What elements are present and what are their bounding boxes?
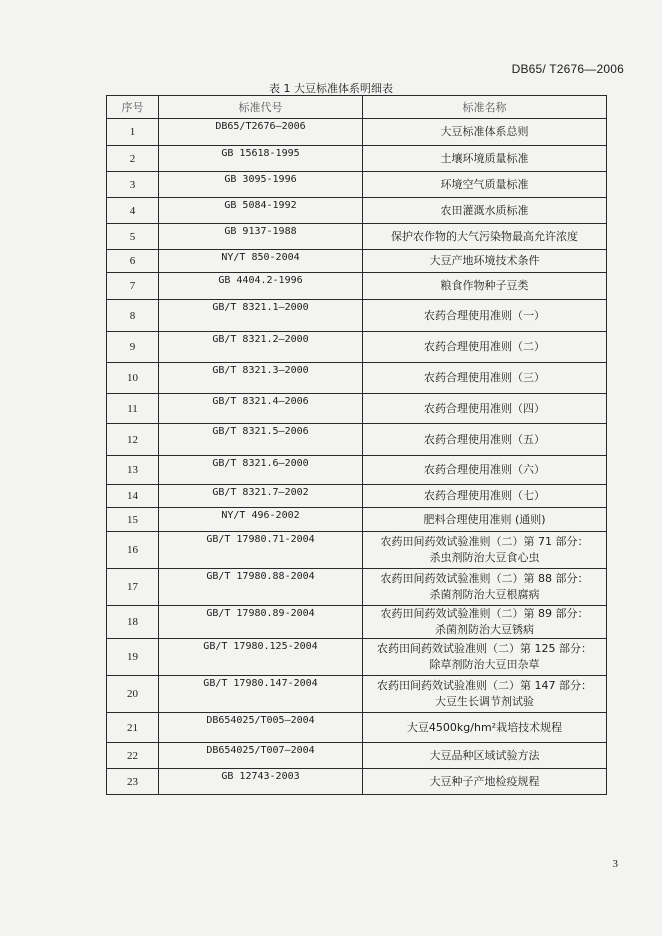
- table-row: [107, 743, 607, 769]
- table-row: [107, 769, 607, 795]
- row-name: [363, 769, 607, 795]
- row-seq: 14: [107, 485, 159, 508]
- table-row: [107, 424, 607, 456]
- row-code: NY/T 850-2004: [159, 250, 363, 273]
- row-seq: 11: [107, 394, 159, 424]
- row-seq: 1: [107, 119, 159, 146]
- row-name-line: 土壤环境质量标准: [440, 151, 529, 165]
- table-row: [107, 456, 607, 485]
- row-seq: 9: [107, 332, 159, 363]
- row-name-line: 杀菌剂防治大豆锈病: [435, 623, 534, 636]
- row-seq: 13: [107, 456, 159, 485]
- table-row: [107, 713, 607, 743]
- row-name-line: 杀菌剂防治大豆根腐病: [429, 588, 540, 601]
- row-code: GB/T 8321.2—2000: [159, 332, 363, 363]
- row-name-line: 农药合理使用准则（四）: [424, 401, 545, 415]
- row-code: GB/T 8321.6—2000: [159, 456, 363, 485]
- row-name: [363, 424, 607, 456]
- row-code: GB 9137-1988: [159, 224, 363, 250]
- table-row: [107, 394, 607, 424]
- row-seq: 15: [107, 508, 159, 532]
- row-name-line: 保护农作物的大气污染物最高允许浓度: [391, 229, 578, 243]
- row-seq: 2: [107, 146, 159, 172]
- row-name-line: 大豆标准体系总则: [440, 125, 529, 138]
- row-seq: 12: [107, 424, 159, 456]
- row-code: GB/T 8321.4—2006: [159, 394, 363, 424]
- row-code: GB/T 8321.7—2002: [159, 485, 363, 508]
- row-code: NY/T 496-2002: [159, 508, 363, 532]
- table-row: [107, 273, 607, 300]
- row-name-line: 农药田间药效试验准则（二）第 88 部分：: [380, 572, 589, 585]
- row-name-line: 农药合理使用准则（七）: [424, 489, 545, 502]
- row-name-line: 大豆种子产地检疫规程: [429, 774, 540, 788]
- table-row: [107, 532, 607, 569]
- row-seq: 4: [107, 198, 159, 224]
- row-name-line: 农药合理使用准则（三）: [424, 371, 545, 384]
- row-name-line: 农药田间药效试验准则（二）第 89 部分：: [380, 607, 589, 620]
- page-number: 3: [612, 858, 618, 870]
- row-code: GB/T 17980.125-2004: [159, 639, 363, 676]
- row-code: DB65/T2676—2006: [159, 119, 363, 146]
- row-seq: 21: [107, 713, 159, 743]
- table-row: [107, 606, 607, 639]
- row-name-line: 除草剂防治大豆田杂草: [429, 658, 540, 671]
- row-code: DB654025/T007—2004: [159, 743, 363, 769]
- row-seq: 6: [107, 250, 159, 273]
- row-name-line: 农药田间药效试验准则（二）第 125 部分：: [377, 642, 592, 655]
- table-row: [107, 485, 607, 508]
- row-code: GB/T 17980.71-2004: [159, 532, 363, 569]
- table-row: [107, 119, 607, 146]
- row-name: [363, 363, 607, 394]
- row-seq: 23: [107, 769, 159, 795]
- row-seq: 10: [107, 363, 159, 394]
- table-row: [107, 569, 607, 606]
- row-code: GB/T 17980.147-2004: [159, 676, 363, 713]
- row-code: GB/T 17980.88-2004: [159, 569, 363, 606]
- row-code: GB/T 8321.1—2000: [159, 300, 363, 332]
- row-seq: 18: [107, 606, 159, 639]
- row-name-line: 环境空气质量标准: [440, 177, 529, 191]
- row-name: [363, 273, 607, 300]
- table-row: [107, 224, 607, 250]
- row-seq: 19: [107, 639, 159, 676]
- table-header-row: [107, 96, 607, 119]
- row-name-line: 大豆品种区域试验方法: [429, 748, 540, 762]
- table-row: [107, 198, 607, 224]
- row-name: [363, 676, 607, 713]
- row-name: [363, 508, 607, 532]
- row-name: [363, 743, 607, 769]
- row-name: [363, 332, 607, 363]
- row-name: [363, 606, 607, 639]
- row-name-line: 农药田间药效试验准则（二）第 71 部分：: [380, 535, 589, 548]
- table-row: [107, 172, 607, 198]
- row-code: GB 3095-1996: [159, 172, 363, 198]
- row-seq: 5: [107, 224, 159, 250]
- row-seq: 22: [107, 743, 159, 769]
- table-row: [107, 146, 607, 172]
- row-name-line: 粮食作物种子豆类: [440, 279, 529, 292]
- row-code: GB/T 8321.5—2006: [159, 424, 363, 456]
- row-name: [363, 172, 607, 198]
- row-seq: 20: [107, 676, 159, 713]
- row-name: [363, 532, 607, 569]
- standards-table: [106, 95, 607, 795]
- row-seq: 8: [107, 300, 159, 332]
- row-name-line: 农药合理使用准则（二）: [424, 340, 545, 353]
- row-seq: 16: [107, 532, 159, 569]
- row-name: [363, 639, 607, 676]
- row-name: [363, 713, 607, 743]
- row-code: GB 5084-1992: [159, 198, 363, 224]
- row-name: [363, 224, 607, 250]
- row-name-line: 大豆4500kg/hm²栽培技术规程: [406, 720, 563, 734]
- table-row: [107, 639, 607, 676]
- row-code: GB/T 8321.3—2000: [159, 363, 363, 394]
- row-name: [363, 456, 607, 485]
- table-row: [107, 250, 607, 273]
- document-code: DB65/ T2676—2006: [511, 62, 624, 76]
- row-name: [363, 394, 607, 424]
- row-seq: 17: [107, 569, 159, 606]
- table-row: [107, 332, 607, 363]
- row-name-line: 肥料合理使用准则 (通则): [423, 512, 546, 526]
- column-header-name: 标准名称: [363, 96, 607, 119]
- row-name-line: 农药合理使用准则（六）: [424, 463, 545, 476]
- row-name-line: 农药合理使用准则（一）: [424, 308, 545, 322]
- row-name: [363, 119, 607, 146]
- row-name-line: 农药合理使用准则（五）: [424, 432, 545, 446]
- row-name-line: 农田灌溉水质标准: [440, 203, 529, 217]
- table-row: [107, 676, 607, 713]
- row-name: [363, 250, 607, 273]
- row-code: GB 12743-2003: [159, 769, 363, 795]
- table-row: [107, 508, 607, 532]
- row-name-line: 杀虫剂防治大豆食心虫: [429, 551, 540, 564]
- row-seq: 3: [107, 172, 159, 198]
- row-seq: 7: [107, 273, 159, 300]
- table-row: [107, 363, 607, 394]
- table-row: [107, 300, 607, 332]
- row-code: GB/T 17980.89-2004: [159, 606, 363, 639]
- row-name: [363, 485, 607, 508]
- row-code: GB 15618-1995: [159, 146, 363, 172]
- row-code: GB 4404.2-1996: [159, 273, 363, 300]
- row-name: [363, 300, 607, 332]
- table-title: 表 1 大豆标准体系明细表: [269, 82, 393, 95]
- row-name-line: 农药田间药效试验准则（二）第 147 部分：: [377, 679, 592, 692]
- column-header-seq: 序号: [107, 96, 159, 119]
- row-name: [363, 198, 607, 224]
- row-code: DB654025/T005—2004: [159, 713, 363, 743]
- row-name-line: 大豆生长调节剂试验: [435, 695, 534, 708]
- row-name: [363, 569, 607, 606]
- column-header-code: 标准代号: [159, 96, 363, 119]
- row-name: [363, 146, 607, 172]
- row-name-line: 大豆产地环境技术条件: [429, 254, 540, 267]
